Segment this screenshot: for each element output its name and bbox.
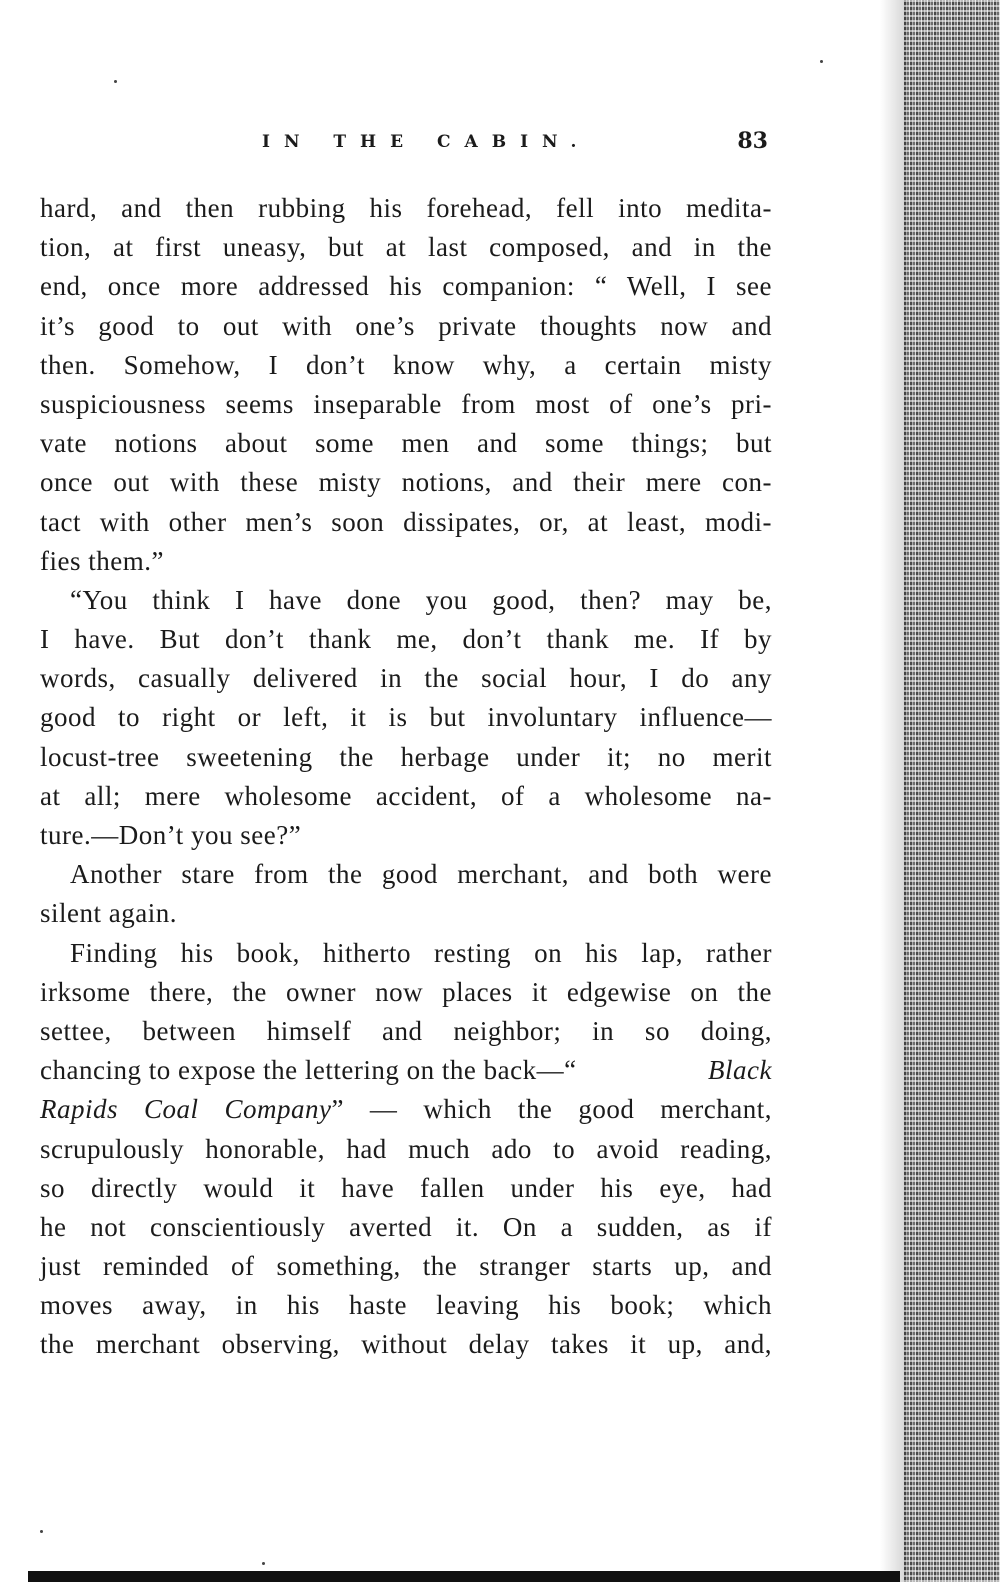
page-number: 83 [737,128,768,154]
text-line: moves away, in his haste leaving his book; which [40,1290,772,1321]
text-span: ” — which the good merchant, [331,1094,772,1125]
running-title: IN THE CABIN. [262,132,591,152]
text-line: scrupulously honorable, had much ado to avoid reading, [40,1133,772,1164]
italic-title: Black [708,1055,772,1086]
text-line: silent again. [40,898,177,929]
text-line: irksome there, the owner now places it edgewise on the [40,976,772,1007]
text-line: he not conscientiously averted it. On a sudden, as if [40,1211,772,1242]
print-speck [40,1530,43,1533]
text-line: Another stare from the good merchant, and both were [70,859,772,890]
print-speck [114,80,117,83]
text-span: chancing to expose the lettering on the back—“ [40,1055,584,1086]
text-line: suspiciousness seems inseparable from most of one’s pri- [40,388,772,419]
text-line: the merchant observing, without delay takes it up, and, [40,1329,772,1360]
bottom-edge-shadow [28,1571,900,1582]
text-line: at all; mere wholesome accident, of a wholesome na- [40,780,772,811]
text-line: tion, at first uneasy, but at last composed, and in the [40,232,772,263]
book-fore-edge [904,0,1000,1582]
text-line: good to right or left, it is but involuntary influence— [40,702,772,733]
body-text [40,189,772,1365]
text-line: once out with these misty notions, and their mere con- [40,467,772,498]
text-line: “You think I have done you good, then? may be, [70,584,772,615]
text-line: tact with other men’s soon dissipates, or, at least, modi- [40,506,772,537]
text-line: settee, between himself and neighbor; in so doing, [40,1015,772,1046]
print-speck [262,1562,265,1565]
text-line [40,1090,772,1129]
text-line: then. Somehow, I don’t know why, a certain misty [40,349,772,380]
text-line: Finding his book, hitherto resting on his lap, rather [70,937,772,968]
text-line: ture.—Don’t you see?” [40,820,302,850]
text-line: just reminded of something, the stranger starts up, and [40,1251,772,1282]
running-head [40,128,768,158]
italic-title: Rapids Coal Company [40,1094,332,1125]
print-speck [820,60,823,63]
text-line: end, once more addressed his companion: “ Well, I see [40,271,772,302]
text-line: I have. But don’t thank me, don’t thank me. If by [40,624,772,655]
text-line: hard, and then rubbing his forehead, fell into medita- [40,193,772,223]
text-line: it’s good to out with one’s private thoughts now and [40,310,772,341]
text-line: fies them.” [40,545,164,576]
text-line: locust-tree sweetening the herbage under it; no merit [40,741,772,772]
text-line: words, casually delivered in the social hour, I do any [40,663,772,694]
text-line: vate notions about some men and some things; but [40,428,772,459]
text-line: so directly would it have fallen under his eye, had [40,1172,772,1203]
